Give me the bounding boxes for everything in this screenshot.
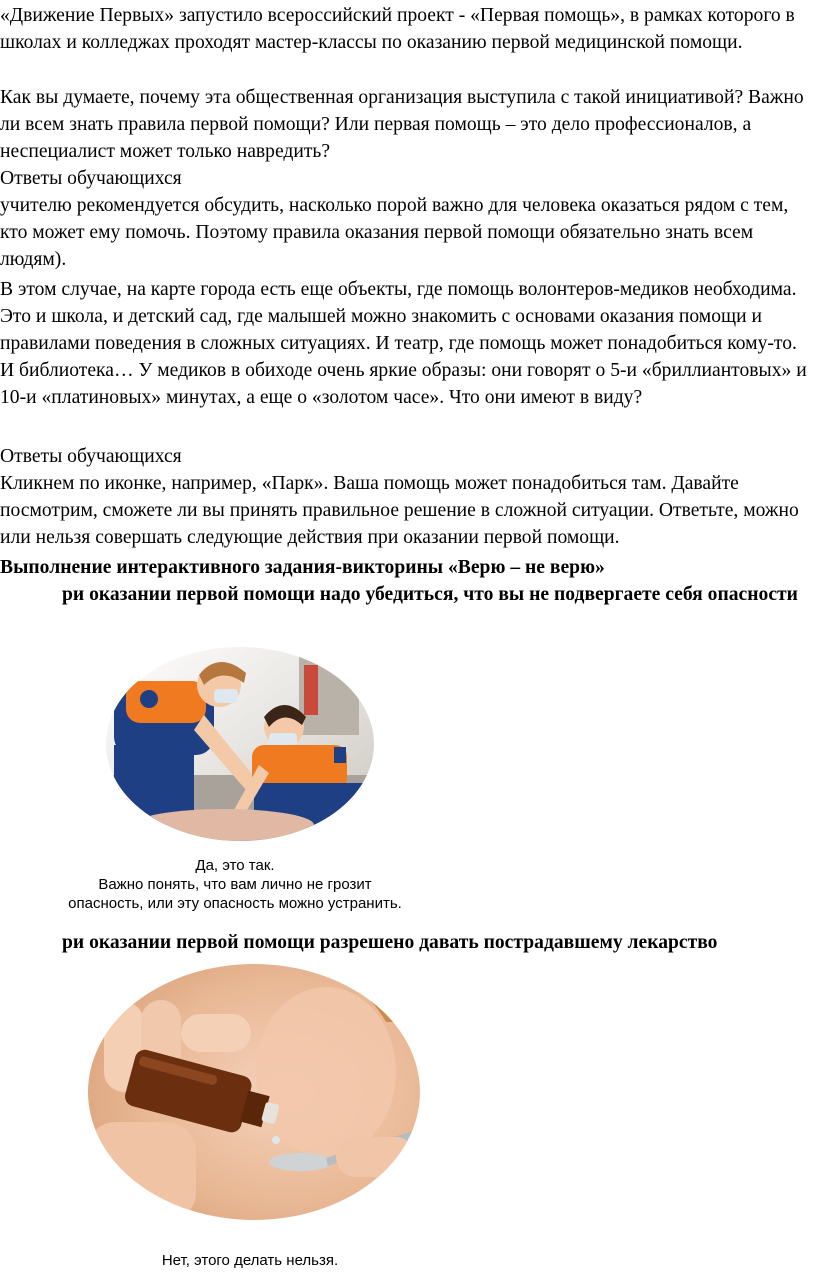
quiz-statement-1: ри оказании первой помощи надо убедиться, что вы не подвергаете себя опасности bbox=[62, 584, 798, 605]
paragraph-intro: «Движение Первых» запустило всероссийский проект - «Первая помощь», в рамках которого в школах и колледжах проходят мастер-классы по оказанию первой медицинской помощи. bbox=[0, 5, 795, 53]
quiz-statement-2: ри оказании первой помощи разрешено давать пострадавшему лекарство bbox=[62, 932, 718, 953]
paragraph-question: Как вы думаете, почему эта общественная организация выступила с такой инициативой? Важно ли всем знать правила первой помощи? Или первая помощь – это дело профессионалов, а неспециалист может только навредить? bbox=[0, 87, 804, 162]
quiz-answer-2 bbox=[100, 1251, 400, 1270]
paragraph-city-map: В этом случае, на карте города есть еще объекты, где помощь волонтеров-медиков необходима. Это и школа, и детский сад, где малышей можно знакомить с основами оказания помощи и правилами поведения в сложных ситуациях. И театр, где помощь может понадобиться кому-то. И библиотека… У медиков в обиходе очень яркие образы: они говорят о 5-и «бриллиантовых» и 10-и «платиновых» минутах, а еще о «золотом часе». Что они имеют в виду? bbox=[0, 279, 807, 408]
paragraph-park-instructions: Кликнем по иконке, например, «Парк». Ваша помощь может понадобиться там. Давайте посмотрим, сможете ли вы принять правильное решение в сложной ситуации. Ответьте, можно или нельзя совершать следующие действия при оказании первой помощи. bbox=[0, 473, 799, 548]
paragraph-teacher-note: учителю рекомендуется обсудить, насколько порой важно для человека оказаться рядом с тем, кто может ему помочь. Поэтому правила оказания первой помощи обязательно знать всем людям). bbox=[0, 195, 789, 270]
quiz-answer-1-line-3: опасность, или эту опасность можно устранить. bbox=[68, 895, 402, 912]
paragraph-student-answers-2: Ответы обучающихся bbox=[0, 446, 182, 467]
medicine-spoon-photo bbox=[86, 962, 422, 1222]
volunteers-cpr-photo bbox=[104, 645, 376, 843]
quiz-heading: Выполнение интерактивного задания-викторины «Верю – не верю» bbox=[0, 557, 605, 578]
quiz-answer-1 bbox=[60, 856, 410, 913]
quiz-answer-2-line-1: Нет, этого делать нельзя. bbox=[161, 1252, 339, 1269]
quiz-answer-1-line-2: Важно понять, что вам лично не грозит bbox=[98, 876, 372, 893]
paragraph-student-answers-1: Ответы обучающихся bbox=[0, 168, 182, 189]
quiz-answer-1-line-1: Да, это так. bbox=[195, 857, 275, 874]
